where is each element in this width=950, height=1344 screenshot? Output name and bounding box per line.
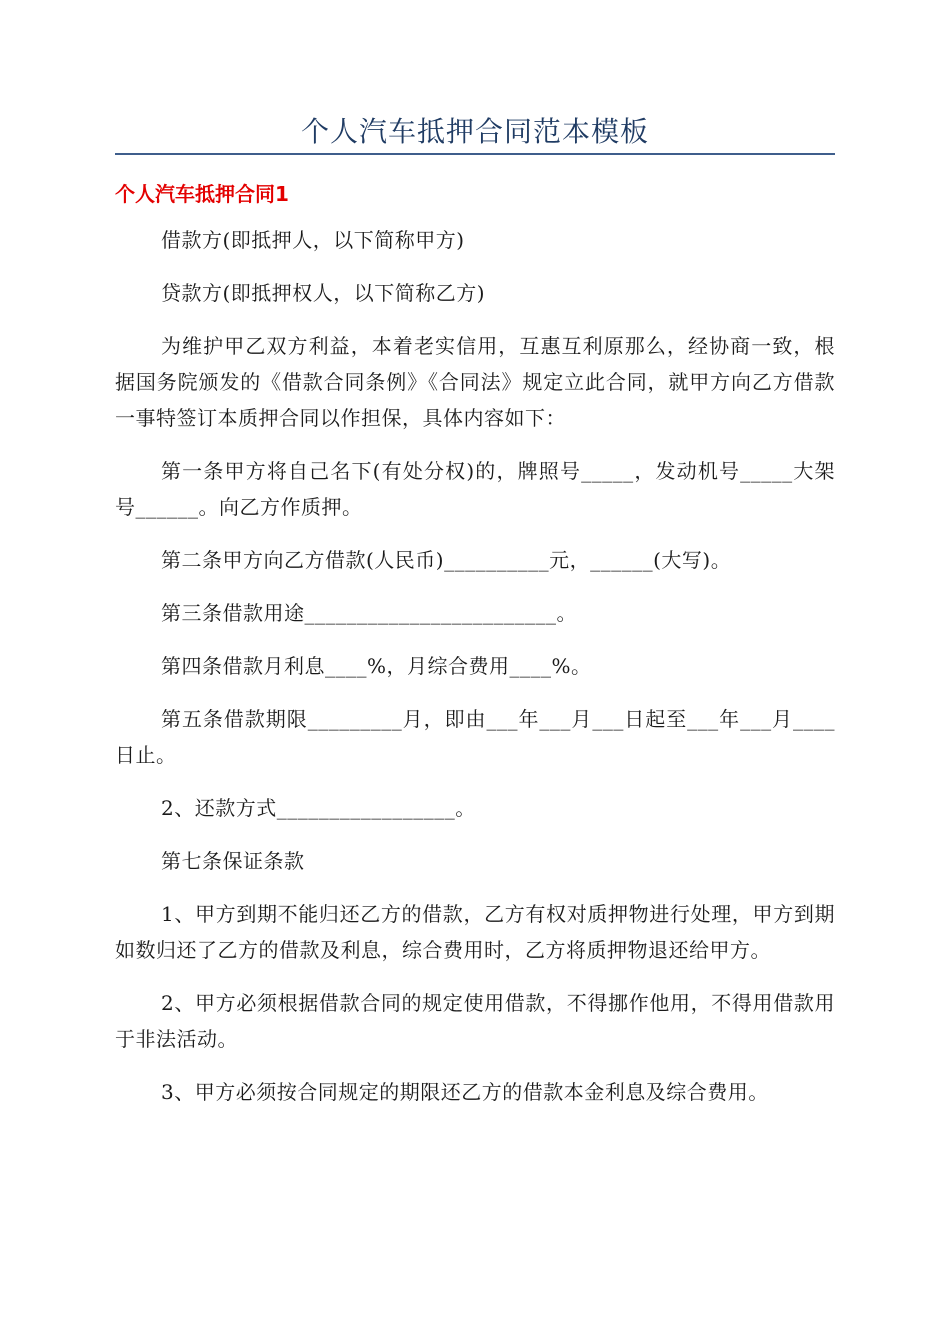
paragraph-article-2: 第二条甲方向乙方借款(人民币)__________元，______(大写)。 [161,548,732,572]
paragraph-article-7: 第七条保证条款 [161,849,305,873]
paragraph-article-3: 第三条借款用途________________________。 [161,601,577,625]
paragraph-article-5: 第五条借款期限_________月，即由___年___月___日起至___年___月____日止。 [115,707,835,767]
paragraph-lender: 贷款方(即抵押权人，以下简称乙方) [161,281,486,305]
paragraph-borrower: 借款方(即抵押人，以下简称甲方) [161,228,465,252]
paragraph-clause-1: 1、甲方到期不能归还乙方的借款，乙方有权对质押物进行处理，甲方到期如数归还了乙方的借款及利息，综合费用时，乙方将质押物退还给甲方。 [115,902,835,962]
paragraph-preamble: 为维护甲乙双方利益，本着老实信用，互惠互利原那么，经协商一致，根据国务院颁发的《借款合同条例》《合同法》规定立此合同，就甲方向乙方借款一事特签订本质押合同以作担保，具体内容如下： [115,334,835,430]
paragraph-clause-2: 2、甲方必须根据借款合同的规定使用借款，不得挪作他用，不得用借款用于非法活动。 [115,991,835,1051]
paragraph-article-4: 第四条借款月利息____%，月综合费用____%。 [161,654,592,678]
paragraph-clause-3: 3、甲方必须按合同规定的期限还乙方的借款本金利息及综合费用。 [161,1080,769,1104]
document-body [115,222,835,1127]
title-divider [115,153,835,155]
section-heading: 个人汽车抵押合同1 [115,182,289,206]
document-title: 个人汽车抵押合同范本模板 [300,115,649,148]
paragraph-article-1: 第一条甲方将自己名下(有处分权)的，牌照号_____，发动机号_____大架号______。向乙方作质押。 [115,459,835,519]
paragraph-repayment: 2、还款方式_________________。 [161,796,476,820]
